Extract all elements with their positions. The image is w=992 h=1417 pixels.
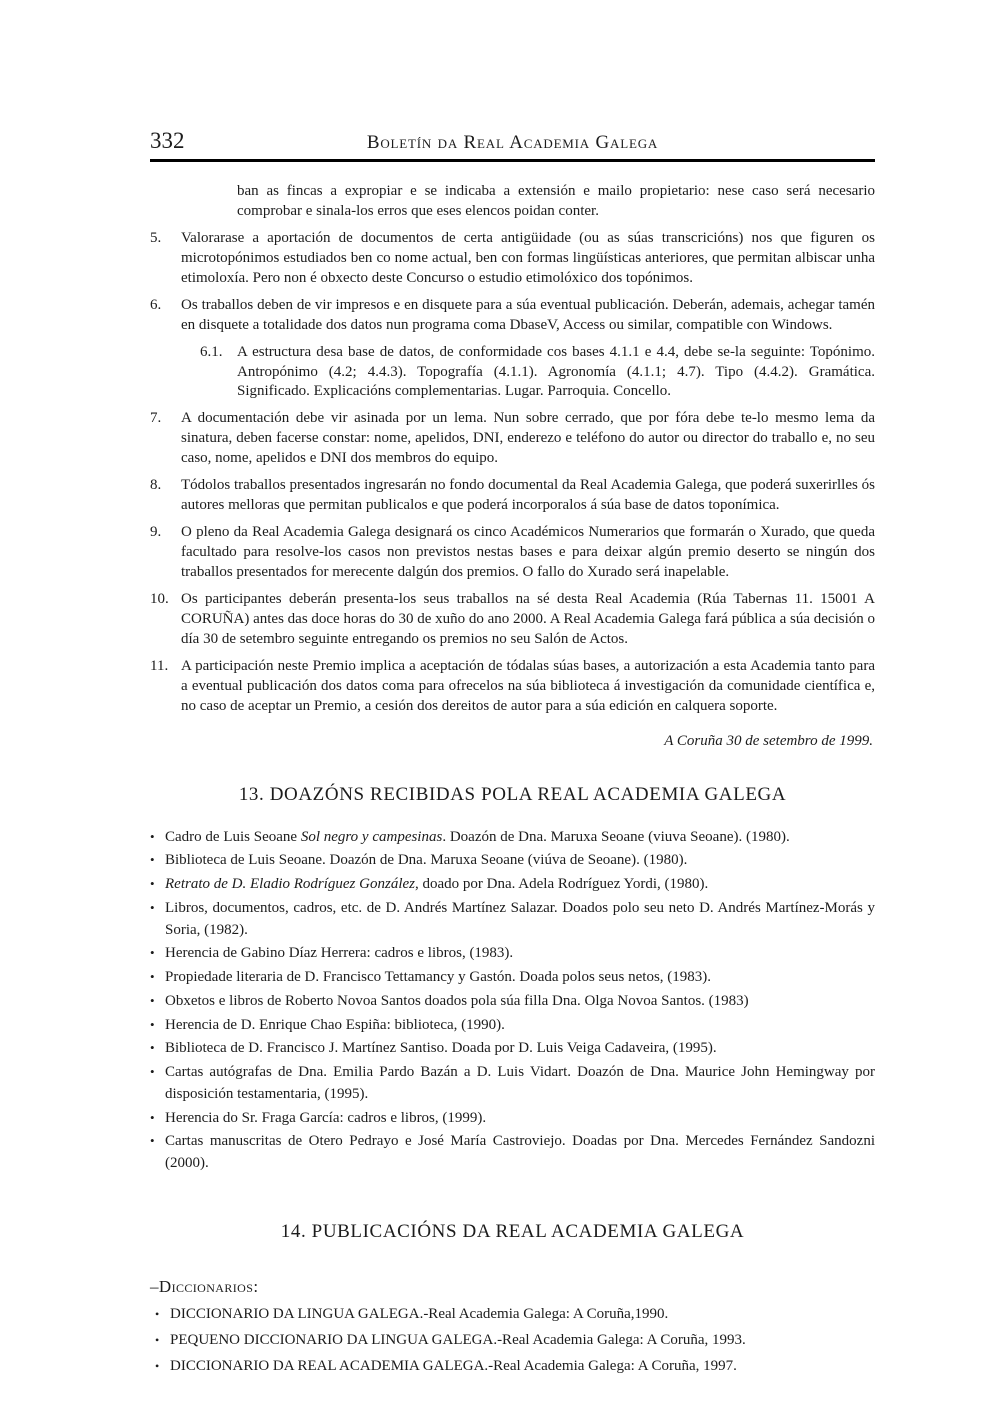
page-number: 332 [150,128,185,153]
donation-text [165,967,875,989]
item-number: 11. [150,657,169,674]
donation-text [165,1015,875,1037]
donation-text [165,1131,875,1175]
bullet-icon: • [155,1332,160,1347]
item-text: Valorarase a aportación de documentos de certa antigüidade (ou as súas transcricións) nos que figuren os microtopónimos estudiados ben co nome actual, ben con formas lingüísticas anteriores, que permitan albiscar unha etimoloxía. Pero non é obxecto deste Concurso o estudio etimolóxico dos topónimos. [181,229,875,286]
bullet-icon: • [150,992,155,1008]
item-text: O pleno da Real Academia Galega designará os cinco Académicos Numerarios que formarán o Xurado, que queda facultado para resolve-los casos non previstos nestas bases e para deixar algún premio deserto se ningún dos traballos presentados for merecente dalgún dos premios. O fallo do Xurado será inapelable. [181,524,875,580]
page-header [150,128,875,154]
item-text: A participación neste Premio implica a aceptación de tódalas súas bases, a autorización a esta Academia tanto para a eventual publicación dos datos coma para ofrecelos na súa biblioteca á investigación da comunidade científica e, no caso de aceptar un Premio, a cesión dos dereitos de autor para a súa edición en calquera soporte. [181,657,875,714]
donation-item [150,943,875,965]
text-segment: Biblioteca de Luis Seoane. Doazón de Dna. Maruxa Seoane (viúva de Seoane). (1980). [165,852,688,869]
donation-text [165,991,875,1013]
numbered-item-11 [150,657,875,717]
donation-item [150,1015,875,1037]
publication-item [150,1330,875,1351]
donation-item [150,1131,875,1175]
donation-item [150,991,875,1013]
publication-item [150,1356,875,1377]
bullet-icon: • [150,852,155,868]
numbered-item-5 [150,229,875,289]
donations-list [150,827,875,1175]
bullet-icon: • [150,1133,155,1149]
text-segment: Biblioteca de D. Francisco J. Martínez Santiso. Doada por D. Luis Veiga Cadaveira, (1995). [165,1040,717,1057]
bullet-icon: • [155,1306,160,1321]
continuation-paragraph: ban as fincas a expropiar e se indicaba a extensión e mailo propietario: nese caso será necesario comprobar e sinala-los erros que eses elencos poidan conter. [237,183,875,219]
item-number: 9. [150,524,162,541]
publication-text: DICCIONARIO DA LINGUA GALEGA.-Real Academia Galega: A Coruña,1990. [170,1305,669,1322]
item-text: Os participantes deberán presenta-los seus traballos na sé desta Real Academia (Rúa Tabernas 11. 15001 A CORUÑA) antes das doce horas do 30 de xuño do ano 2000. A Real Academia Galega fará pública a súa decisión o día 30 de setembro seguinte entregando os premios no seu Salón de Actos. [181,590,875,647]
text-segment: Obxetos e libros de Roberto Novoa Santos doados pola súa filla Dna. Olga Novoa Santos. (1983) [165,992,749,1009]
donation-text [165,874,875,896]
publication-text: DICCIONARIO DA REAL ACADEMIA GALEGA.-Real Academia Galega: A Coruña, 1997. [170,1357,737,1374]
bullet-icon: • [150,828,155,844]
bullet-icon: • [150,876,155,891]
donation-text [165,1038,875,1060]
numbered-item-7 [150,409,875,469]
text-segment-italic: Retrato de D. Eladio Rodríguez González [165,876,415,892]
numbered-item-10 [150,590,875,650]
donation-text [165,1108,875,1130]
header-rule [150,159,875,162]
bullet-icon: • [150,899,155,915]
bullet-icon: • [150,1109,155,1125]
bullet-icon: • [150,945,155,961]
donation-item [150,850,875,872]
donation-item [150,967,875,989]
text-segment: Herencia de D. Enrique Chao Espiña: biblioteca, (1990). [165,1016,505,1033]
publication-item [150,1304,875,1325]
item-text: A estructura desa base de datos, de conformidade cos bases 4.1.1 e 4.4, debe se-la seguinte: Topónimo. Antropónimo (4.2; 4.4.3). Topografía (4.1.1). Agronomía (4.1.1; 4.7). Tipo (4.4.2). Gramática. Significado. Explicacións complementarias. Lugar. Parroquia. Concello. [237,343,875,400]
bullet-icon: • [150,1040,155,1056]
publication-text: PEQUENO DICCIONARIO DA LINGUA GALEGA.-Real Academia Galega: A Coruña, 1993. [170,1331,746,1348]
donation-text [165,943,875,965]
dateline: A Coruña 30 de setembro de 1999. [664,732,873,749]
text-segment: Libros, documentos, cadros, etc. de D. Andrés Martínez Salazar. Doados polo seu neto D. Andrés Martínez-Morás y Soria, (1982). [165,899,875,938]
item-number: 5. [150,229,162,246]
donation-item [150,827,875,849]
item-number: 6. [150,296,162,313]
bullet-icon: • [150,969,155,984]
donation-item [150,1038,875,1060]
item-text: Os traballos deben de vir impresos e en disquete para a súa eventual publicación. Deberán, ademais, achegar tamén en disquete a totalidade dos datos nun programa coma DbaseV, Access ou similar, compatible con Windows. [181,296,875,333]
donation-text [165,898,875,942]
donation-text [165,850,875,872]
donation-item [150,1062,875,1106]
text-segment: Cartas manuscritas de Otero Pedrayo e José María Castroviejo. Doadas por Dna. Mercedes Fernández Sandozni (2000). [165,1133,875,1171]
donation-item [150,874,875,896]
bullet-icon: • [155,1358,160,1373]
section-13-title: 13. DOAZÓNS RECIBIDAS POLA REAL ACADEMIA GALEGA [238,783,787,805]
journal-title: Boletín da Real Academia Galega [366,132,659,153]
donation-item [150,1108,875,1130]
text-segment: Cadro de Luis Seoane [165,828,301,845]
item-number: 8. [150,477,162,494]
dictionaries-subheading: –Diccionarios: [150,1276,259,1296]
text-segment: , doado por Dna. Adela Rodríguez Yordi, (1980). [414,876,709,892]
numbered-item-8 [150,476,875,516]
numbered-item-9 [150,523,875,583]
text-segment: Propiedade literaria de D. Francisco Tettamancy y Gastón. Doada polos seus netos, (1983). [165,969,712,985]
item-text: Tódolos traballos presentados ingresarán no fondo documental da Real Academia Galega, que poderá suxerirlles ós autores melloras que permitan publicalos e que poderá incorporalos á súa base de datos toponímica. [181,477,875,514]
donation-text [165,1062,875,1106]
donation-text [165,827,875,849]
item-number: 7. [150,410,162,427]
section-14-title: 14. PUBLICACIÓNS DA REAL ACADEMIA GALEGA [280,1220,745,1242]
text-segment: Herencia do Sr. Fraga García: cadros e libros, (1999). [165,1109,487,1126]
bullet-icon: • [150,1064,155,1079]
text-segment: Cartas autógrafas de Dna. Emilia Pardo Bazán a D. Luis Vidart. Doazón de Dna. Maurice John Hemingway por disposición testamentaria, (1995). [165,1064,875,1102]
text-segment: Herencia de Gabino Díaz Herrera: cadros e libros, (1983). [165,945,514,962]
numbered-item-6 [150,296,875,336]
numbered-item-6-1 [200,343,875,403]
bullet-icon: • [150,1016,155,1032]
bases-numbered-list [150,229,875,717]
item-number: 10. [150,590,169,607]
text-segment-italic: Sol negro y campesinas [300,828,443,845]
item-text: A documentación debe vir asinada por un lema. Nun sobre cerrado, que por fóra debe te-lo mesmo lema da sinatura, deben facerse constar: nome, apelidos, DNI, enderezo e teléfono do autor ou director do traballo e, no seu caso, nome, apelidos e DNI dos membros do equipo. [181,410,875,467]
donation-item [150,898,875,942]
publications-list [150,1304,875,1377]
item-number: 6.1. [200,343,223,360]
text-segment: . Doazón de Dna. Maruxa Seoane (viuva Seoane). (1980). [442,828,790,845]
